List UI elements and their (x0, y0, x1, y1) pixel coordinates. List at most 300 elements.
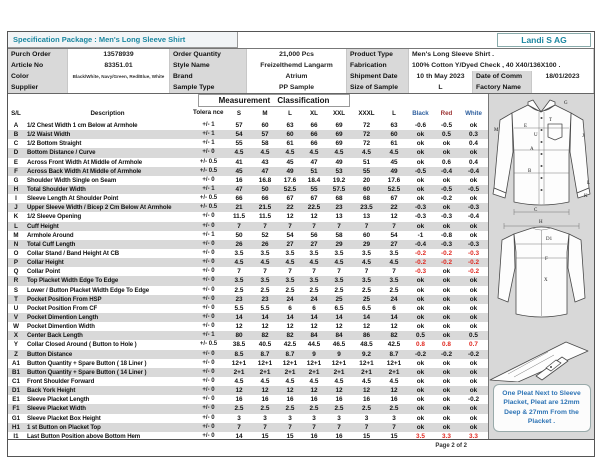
size-value: 3.5 (285, 277, 295, 285)
row-tolerance: +/- 0 (202, 149, 215, 156)
deviation-value: ok (416, 185, 425, 193)
row-id: E1 (12, 396, 20, 404)
spec-sheet (7, 31, 595, 457)
size-value: 7 (237, 222, 241, 230)
row-id: G (13, 176, 19, 184)
row-tolerance: +/- 1 (202, 332, 215, 339)
size-value: 4.5 (260, 149, 270, 157)
size-value: 8.7 (260, 350, 270, 358)
size-value: 42.5 (283, 341, 297, 349)
measurement-row (8, 231, 488, 240)
deviation-value: ok (442, 396, 451, 404)
row-description: Last Button Position above Bottom Hem (27, 432, 141, 439)
size-value: 2.5 (362, 405, 371, 413)
row-tolerance: +/- 0 (202, 268, 215, 275)
field-label: Style Name (170, 60, 247, 71)
deviation-value: 0.5 (416, 332, 425, 340)
deviation-value: ok (469, 286, 478, 294)
header-row (8, 82, 594, 93)
row-description: Sleeve Placket Length (27, 396, 90, 404)
row-tolerance: +/- 0 (202, 213, 215, 220)
size-value: 27 (390, 240, 398, 248)
deviation-value: ok (469, 122, 478, 129)
size-value: 12 (390, 323, 398, 331)
size-value: 55 (362, 167, 371, 175)
size-value: 49 (286, 167, 294, 175)
deviation-value: 3.5 (416, 432, 425, 439)
row-description: Lower / Button Placket Width Edge To Edge (27, 286, 150, 294)
size-value: 21.5 (258, 204, 272, 212)
field-label: Date of Comm (473, 71, 532, 82)
size-value: 12 (362, 323, 371, 331)
size-value: 7 (237, 423, 241, 431)
deviation-value: -1 (417, 231, 424, 239)
size-value: 9 (312, 350, 316, 358)
field-value: 21,000 Pcs (247, 49, 347, 60)
size-value: 72 (362, 140, 371, 148)
title-spacer (238, 32, 497, 48)
deviation-value: ok (442, 359, 451, 367)
size-value: 17.6 (387, 176, 401, 184)
deviation-value: 0.6 (442, 158, 451, 166)
size-value: 72 (362, 131, 371, 139)
deviation-value: ok (416, 323, 425, 331)
measure-letter-label: F (545, 257, 548, 262)
measure-letter-label: M (494, 128, 499, 133)
size-value: 2+1 (233, 368, 245, 376)
size-value: 3.5 (334, 249, 344, 257)
size-value: 61 (390, 140, 398, 148)
measurement-table-area (8, 94, 488, 439)
deviation-value: ok (416, 405, 425, 413)
size-value: 6 (392, 304, 396, 312)
size-value: 6.5 (334, 304, 344, 312)
deviation-value: ok (416, 158, 425, 166)
deviation-value: -0.3 (414, 268, 426, 276)
row-tolerance: +/- 0.5 (199, 158, 218, 165)
size-value: 25 (362, 295, 371, 303)
size-value: 7 (263, 423, 267, 431)
field-label: Article No (8, 60, 68, 71)
measure-letter-label: K (584, 194, 588, 199)
size-value: 29 (362, 240, 371, 248)
size-value: 18.4 (307, 176, 321, 184)
row-tolerance: +/- 0 (202, 259, 215, 266)
size-value: 16 (261, 396, 269, 404)
size-value: 2.5 (234, 405, 244, 413)
deviation-value: ok (469, 405, 478, 413)
diagram-panel (488, 94, 594, 439)
size-value: 4.5 (309, 149, 319, 157)
deviation-value: ok (442, 204, 451, 212)
size-value: 11.5 (258, 213, 272, 221)
main-area (8, 94, 594, 439)
size-value: 3 (288, 414, 292, 422)
size-value: 4.5 (362, 149, 371, 157)
size-value: 4.5 (234, 259, 244, 267)
column-header: M (262, 110, 268, 117)
size-value: 24 (390, 295, 398, 303)
size-value: 4.5 (362, 259, 371, 267)
size-value: 7 (288, 423, 292, 431)
deviation-value: ok (442, 414, 451, 422)
measurement-row (8, 432, 488, 439)
size-value: 82 (390, 332, 398, 340)
size-value: 13 (362, 213, 371, 221)
deviation-value: -0.3 (440, 240, 452, 248)
size-value: 26 (261, 240, 269, 248)
row-description: Pocket Dimention Width (27, 323, 95, 331)
size-value: 7 (312, 222, 316, 230)
field-label: Size of Sample (347, 82, 409, 93)
row-tolerance: +/- 0 (202, 387, 215, 394)
size-value: 7 (392, 268, 396, 276)
size-value: 66 (310, 122, 318, 129)
row-id: B (13, 131, 19, 139)
size-value: 66 (310, 131, 318, 139)
deviation-value: -0.2 (467, 259, 479, 267)
deviation-value: -0.2 (414, 259, 426, 267)
measurement-row (8, 350, 488, 359)
deviation-value: 0.4 (469, 158, 478, 166)
measure-letter-label: B (528, 169, 532, 174)
size-value: 7 (263, 222, 267, 230)
field-value: 83351.01 (68, 60, 170, 71)
size-value: 16 (286, 396, 294, 404)
deviation-value: ok (416, 295, 425, 303)
size-value: 12 (390, 213, 398, 221)
size-value: 25 (335, 295, 343, 303)
size-value: 2.5 (309, 286, 319, 294)
size-value: 23 (261, 295, 269, 303)
shirt-back-diagram (488, 218, 594, 330)
deviation-value: -0.3 (414, 204, 426, 212)
row-description: Pocket Position From CF (27, 304, 98, 312)
size-value: 69 (335, 140, 343, 148)
size-value: 7 (288, 222, 292, 230)
row-description: 1/2 Waist Width (27, 131, 71, 139)
size-value: 19.2 (332, 176, 346, 184)
pleat-note: One Pleat Next to Sleeve Placket, Pleat are 12mm Deep & 27mm From the Placket . (493, 384, 591, 432)
size-value: 57.5 (332, 185, 346, 193)
deviation-value: ok (416, 222, 425, 230)
deviation-value: -0.2 (440, 259, 452, 267)
row-tolerance: +/- 0 (202, 313, 215, 320)
deviation-value: ok (469, 222, 478, 230)
size-value: 16.8 (258, 176, 272, 184)
row-description: Across Back Width At Middle of Armhole (27, 167, 142, 175)
row-id: B1 (12, 368, 20, 376)
deviation-value: -0.2 (414, 350, 426, 358)
size-value: 4.5 (389, 377, 399, 385)
size-value: 27 (286, 240, 294, 248)
field-label: Factory Name (473, 82, 532, 93)
size-value: 66 (235, 195, 243, 203)
company-name: Landi S AG (497, 33, 591, 47)
deviation-value: -0.4 (467, 213, 479, 221)
size-value: 23 (335, 204, 343, 212)
size-value: 23 (235, 295, 243, 303)
measurement-row (8, 267, 488, 276)
size-value: 45 (286, 158, 294, 166)
deviation-value: -0.2 (467, 350, 479, 358)
size-value: 14 (261, 313, 269, 321)
size-value: 14 (390, 313, 398, 321)
column-header: XL (310, 110, 318, 117)
size-value: 2.5 (362, 286, 371, 294)
measurement-row (8, 249, 488, 258)
size-value: 56 (310, 231, 318, 239)
size-value: 7 (263, 268, 267, 276)
deviation-value: ok (416, 414, 425, 422)
row-id: I1 (13, 432, 19, 439)
size-value: 67 (286, 195, 294, 203)
deviation-value: ok (469, 195, 478, 203)
row-id: K (13, 213, 19, 221)
size-value: 7 (288, 268, 292, 276)
row-id: T (14, 295, 18, 303)
size-value: 7 (364, 268, 369, 276)
size-value: 49 (390, 167, 398, 175)
row-description: Sleeve Placket Box Height (27, 414, 101, 422)
size-value: 60 (362, 231, 371, 239)
size-value: 12 (261, 323, 269, 331)
size-value: 58 (335, 231, 343, 239)
row-description: Pocket Dimention Length (27, 313, 99, 321)
deviation-value: ok (469, 149, 478, 157)
size-value: 2+1 (284, 368, 296, 376)
row-tolerance: +/- 0 (202, 222, 215, 229)
row-tolerance: +/- 0.5 (199, 341, 218, 348)
field-value: Black/White, Navy/Green, Red/Blue, White (68, 71, 170, 82)
size-value: 23.5 (360, 204, 373, 212)
size-value: 68 (335, 195, 343, 203)
measurement-row (8, 331, 488, 340)
row-tolerance: +/- 0 (202, 176, 215, 183)
size-value: 12 (335, 323, 343, 331)
deviation-value: 0.8 (442, 341, 451, 349)
deviation-value: ok (469, 359, 478, 367)
row-tolerance: +/- 0 (202, 414, 215, 421)
size-value: 12+1 (306, 359, 322, 367)
column-header: S/L (11, 110, 21, 117)
deviation-value: ok (469, 387, 478, 395)
size-value: 3.5 (334, 277, 344, 285)
size-value: 12 (235, 387, 243, 395)
row-tolerance: +/- 1 (202, 231, 215, 238)
row-id: S (13, 286, 19, 294)
size-value: 16 (235, 176, 243, 184)
field-label: Shipment Date (347, 71, 409, 82)
size-value: 12+1 (359, 359, 374, 367)
size-value: 12 (310, 387, 318, 395)
row-id: F1 (12, 405, 20, 413)
deviation-value: ok (416, 423, 425, 431)
deviation-value: ok (416, 396, 425, 404)
row-id: U (13, 304, 19, 312)
deviation-value: ok (416, 304, 425, 312)
row-description: Front Shoulder Forward (27, 377, 95, 385)
row-tolerance: +/- 1 (202, 122, 215, 128)
deviation-value: ok (442, 405, 451, 413)
deviation-value: ok (469, 323, 478, 331)
size-value: 67 (390, 195, 398, 203)
field-value: Freizelthemd Langarm (247, 60, 347, 71)
row-description: Button Quantity + Spare Button ( 18 Liner ) (27, 359, 147, 367)
measurement-row (8, 295, 488, 304)
column-header: XXXL (358, 110, 375, 117)
size-value: 16 (362, 396, 371, 404)
size-value: 2.5 (260, 405, 270, 413)
size-value: 46.5 (332, 341, 346, 349)
deviation-value: 3.3 (469, 432, 478, 439)
size-value: 24 (310, 295, 318, 303)
measurement-classification-tab: Measurement Classification (198, 94, 350, 107)
size-value: 57 (235, 122, 243, 129)
size-value: 84 (335, 332, 343, 340)
size-value: 16 (310, 432, 318, 439)
deviation-value: ok (416, 140, 425, 148)
column-header: L (392, 110, 396, 117)
deviation-value: ok (416, 313, 425, 321)
measurement-row (8, 194, 488, 203)
size-value: 2.5 (285, 286, 295, 294)
size-value: 2+1 (259, 368, 271, 376)
size-value: 47 (310, 158, 318, 166)
size-value: 3.5 (309, 277, 319, 285)
field-label: Brand (170, 71, 247, 82)
size-value: 7 (392, 423, 396, 431)
deviation-value: -0.5 (414, 167, 426, 175)
size-value: 2.5 (285, 405, 295, 413)
field-label: Product Type (347, 49, 409, 60)
size-value: 20 (362, 176, 371, 184)
size-value: 12 (286, 213, 294, 221)
row-tolerance: +/- 0.5 (199, 204, 218, 211)
size-value: 12 (286, 323, 294, 331)
size-value: 2+1 (333, 368, 345, 376)
row-id: Z (14, 350, 18, 358)
field-value: 10 th May 2023 (409, 71, 473, 82)
deviation-value: -0.2 (467, 268, 479, 276)
size-value: 12 (310, 323, 318, 331)
size-value: 40.5 (258, 341, 272, 349)
deviation-value: -0.4 (414, 240, 426, 248)
measurement-row (8, 368, 488, 377)
deviation-value: 0.7 (469, 341, 478, 349)
size-value: 12+1 (257, 359, 273, 367)
size-value: 4.5 (285, 259, 295, 267)
row-id: F (14, 167, 18, 175)
size-value: 48.5 (360, 341, 373, 349)
size-value: 12 (310, 213, 318, 221)
size-value: 61 (286, 140, 294, 148)
measurement-row (8, 240, 488, 249)
row-tolerance: +/- 0 (202, 295, 215, 302)
row-id: N (13, 240, 19, 248)
size-value: 7 (337, 222, 341, 230)
row-id: C (13, 140, 19, 148)
order-header-grid (8, 49, 594, 94)
deviation-value: ok (469, 313, 478, 321)
measure-letter-label: C (534, 208, 538, 213)
row-tolerance: +/- 0 (202, 377, 215, 384)
size-value: 2.5 (309, 405, 319, 413)
size-value: 55 (235, 140, 243, 148)
size-value: 50 (235, 231, 243, 239)
size-value: 4.5 (334, 259, 344, 267)
row-id: J (14, 204, 18, 212)
size-value: 16 (335, 432, 343, 439)
size-value: 14 (310, 313, 318, 321)
header-row (8, 60, 594, 71)
deviation-value: ok (442, 387, 451, 395)
size-value: 2.5 (389, 405, 399, 413)
size-value: 67 (310, 195, 318, 203)
size-value: 17.6 (283, 176, 297, 184)
field-value: 100% Cotton Y/Dyed Check , 40 X40/136X100 . (409, 60, 594, 71)
measurement-row (8, 139, 488, 148)
row-id: M (13, 231, 19, 239)
deviation-value: ok (442, 222, 451, 230)
row-description: Armhole Around (27, 231, 74, 239)
table-header-row (8, 108, 488, 121)
field-value (68, 82, 170, 93)
size-value: 15 (390, 432, 398, 439)
spec-package-title: Specification Package : Men's Long Sleeve Shirt (8, 32, 238, 48)
row-description: Collar Height (27, 259, 64, 267)
size-value: 12 (335, 387, 343, 395)
deviation-value: -0.2 (414, 249, 426, 257)
row-tolerance: +/- 0 (202, 304, 215, 311)
row-tolerance: +/- 1 (202, 140, 215, 147)
row-tolerance: +/- 0 (202, 359, 215, 366)
tab-row (8, 94, 488, 108)
size-value: 3 (364, 414, 369, 422)
size-value: 47 (261, 167, 269, 175)
size-value: 52.5 (387, 185, 401, 193)
measurement-row (8, 158, 488, 167)
size-value: 84 (310, 332, 318, 340)
measure-letter-label: E (524, 124, 528, 129)
field-value: Atrium (247, 71, 347, 82)
row-id: H1 (12, 423, 20, 431)
row-description: Pocket Position From HSP (27, 295, 102, 303)
size-value: 7 (364, 423, 369, 431)
size-value: 38.5 (232, 341, 246, 349)
size-value: 11.5 (232, 213, 246, 221)
size-value: 58 (261, 140, 269, 148)
row-tolerance: +/- 0 (202, 323, 215, 330)
size-value: 82 (286, 332, 294, 340)
measurement-row (8, 304, 488, 313)
size-value: 4.5 (362, 377, 371, 385)
page-number: Page 2 of 2 (435, 443, 467, 449)
deviation-value: ok (442, 332, 451, 340)
size-value: 52.5 (283, 185, 297, 193)
deviation-value: ok (416, 131, 425, 139)
row-tolerance: +/- 1 (202, 131, 215, 138)
row-id: O (13, 249, 19, 257)
deviation-value: 0.4 (469, 140, 478, 148)
size-value: 3.5 (389, 277, 399, 285)
measurement-row (8, 130, 488, 139)
row-description: Collar Closed Around ( Button to Hole ) (27, 341, 137, 349)
size-value: 16 (310, 396, 318, 404)
size-value: 66 (310, 140, 318, 148)
deviation-value: ok (469, 414, 478, 422)
row-description: 1 st Button on Placket Top (27, 423, 101, 431)
